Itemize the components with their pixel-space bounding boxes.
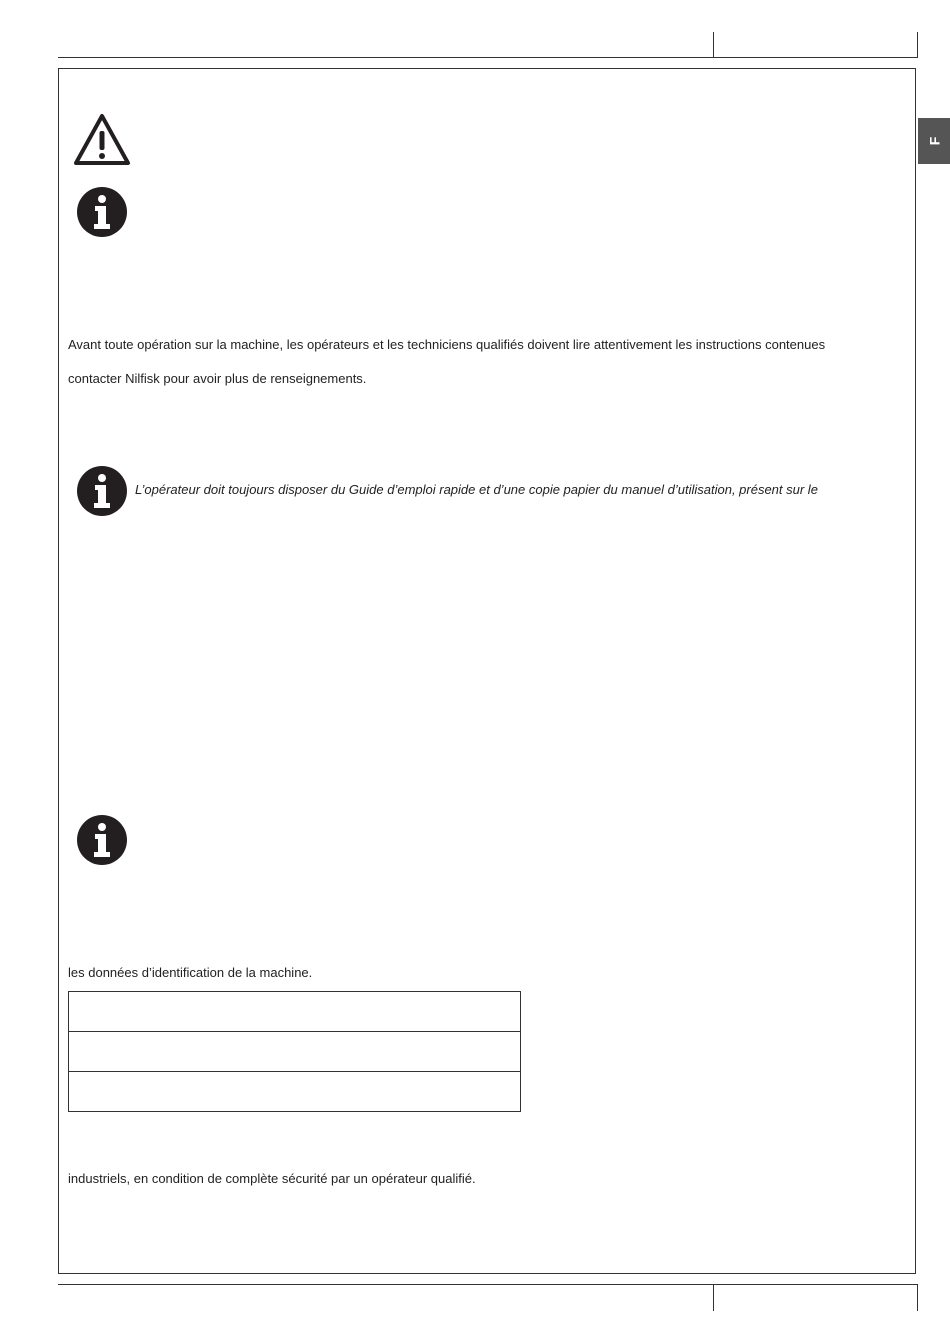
footer-divider xyxy=(713,1284,714,1311)
table-cell xyxy=(69,1072,521,1112)
warning-triangle-icon xyxy=(73,113,131,172)
identification-table xyxy=(68,991,521,1112)
info-note-text: L’opérateur doit toujours disposer du Guide d’emploi rapide et d’une copie papier du manuel d’utilisation, présent sur le xyxy=(135,482,818,497)
closing-text: industriels, en condition de complète sécurité par un opérateur qualifié. xyxy=(68,1171,476,1186)
info-icon xyxy=(77,187,127,242)
table-cell xyxy=(69,992,521,1032)
table-row xyxy=(69,1032,521,1072)
header-divider xyxy=(713,32,714,58)
table-row xyxy=(69,992,521,1032)
info-icon xyxy=(77,815,127,870)
identification-text: les données d’identification de la machine. xyxy=(68,965,313,980)
header-right-edge xyxy=(917,32,918,58)
language-tab xyxy=(918,118,950,164)
language-tab-label: F xyxy=(926,136,942,146)
table-row xyxy=(69,1072,521,1112)
footer-rule xyxy=(58,1284,918,1285)
table-cell xyxy=(69,1032,521,1072)
paragraph-line: contacter Nilfisk pour avoir plus de renseignements. xyxy=(68,371,367,386)
paragraph-line: Avant toute opération sur la machine, les opérateurs et les techniciens qualifiés doivent lire attentivement les instructions contenues xyxy=(68,337,826,352)
header-rule xyxy=(58,57,918,58)
footer-right-edge xyxy=(917,1284,918,1311)
info-icon xyxy=(77,466,127,521)
